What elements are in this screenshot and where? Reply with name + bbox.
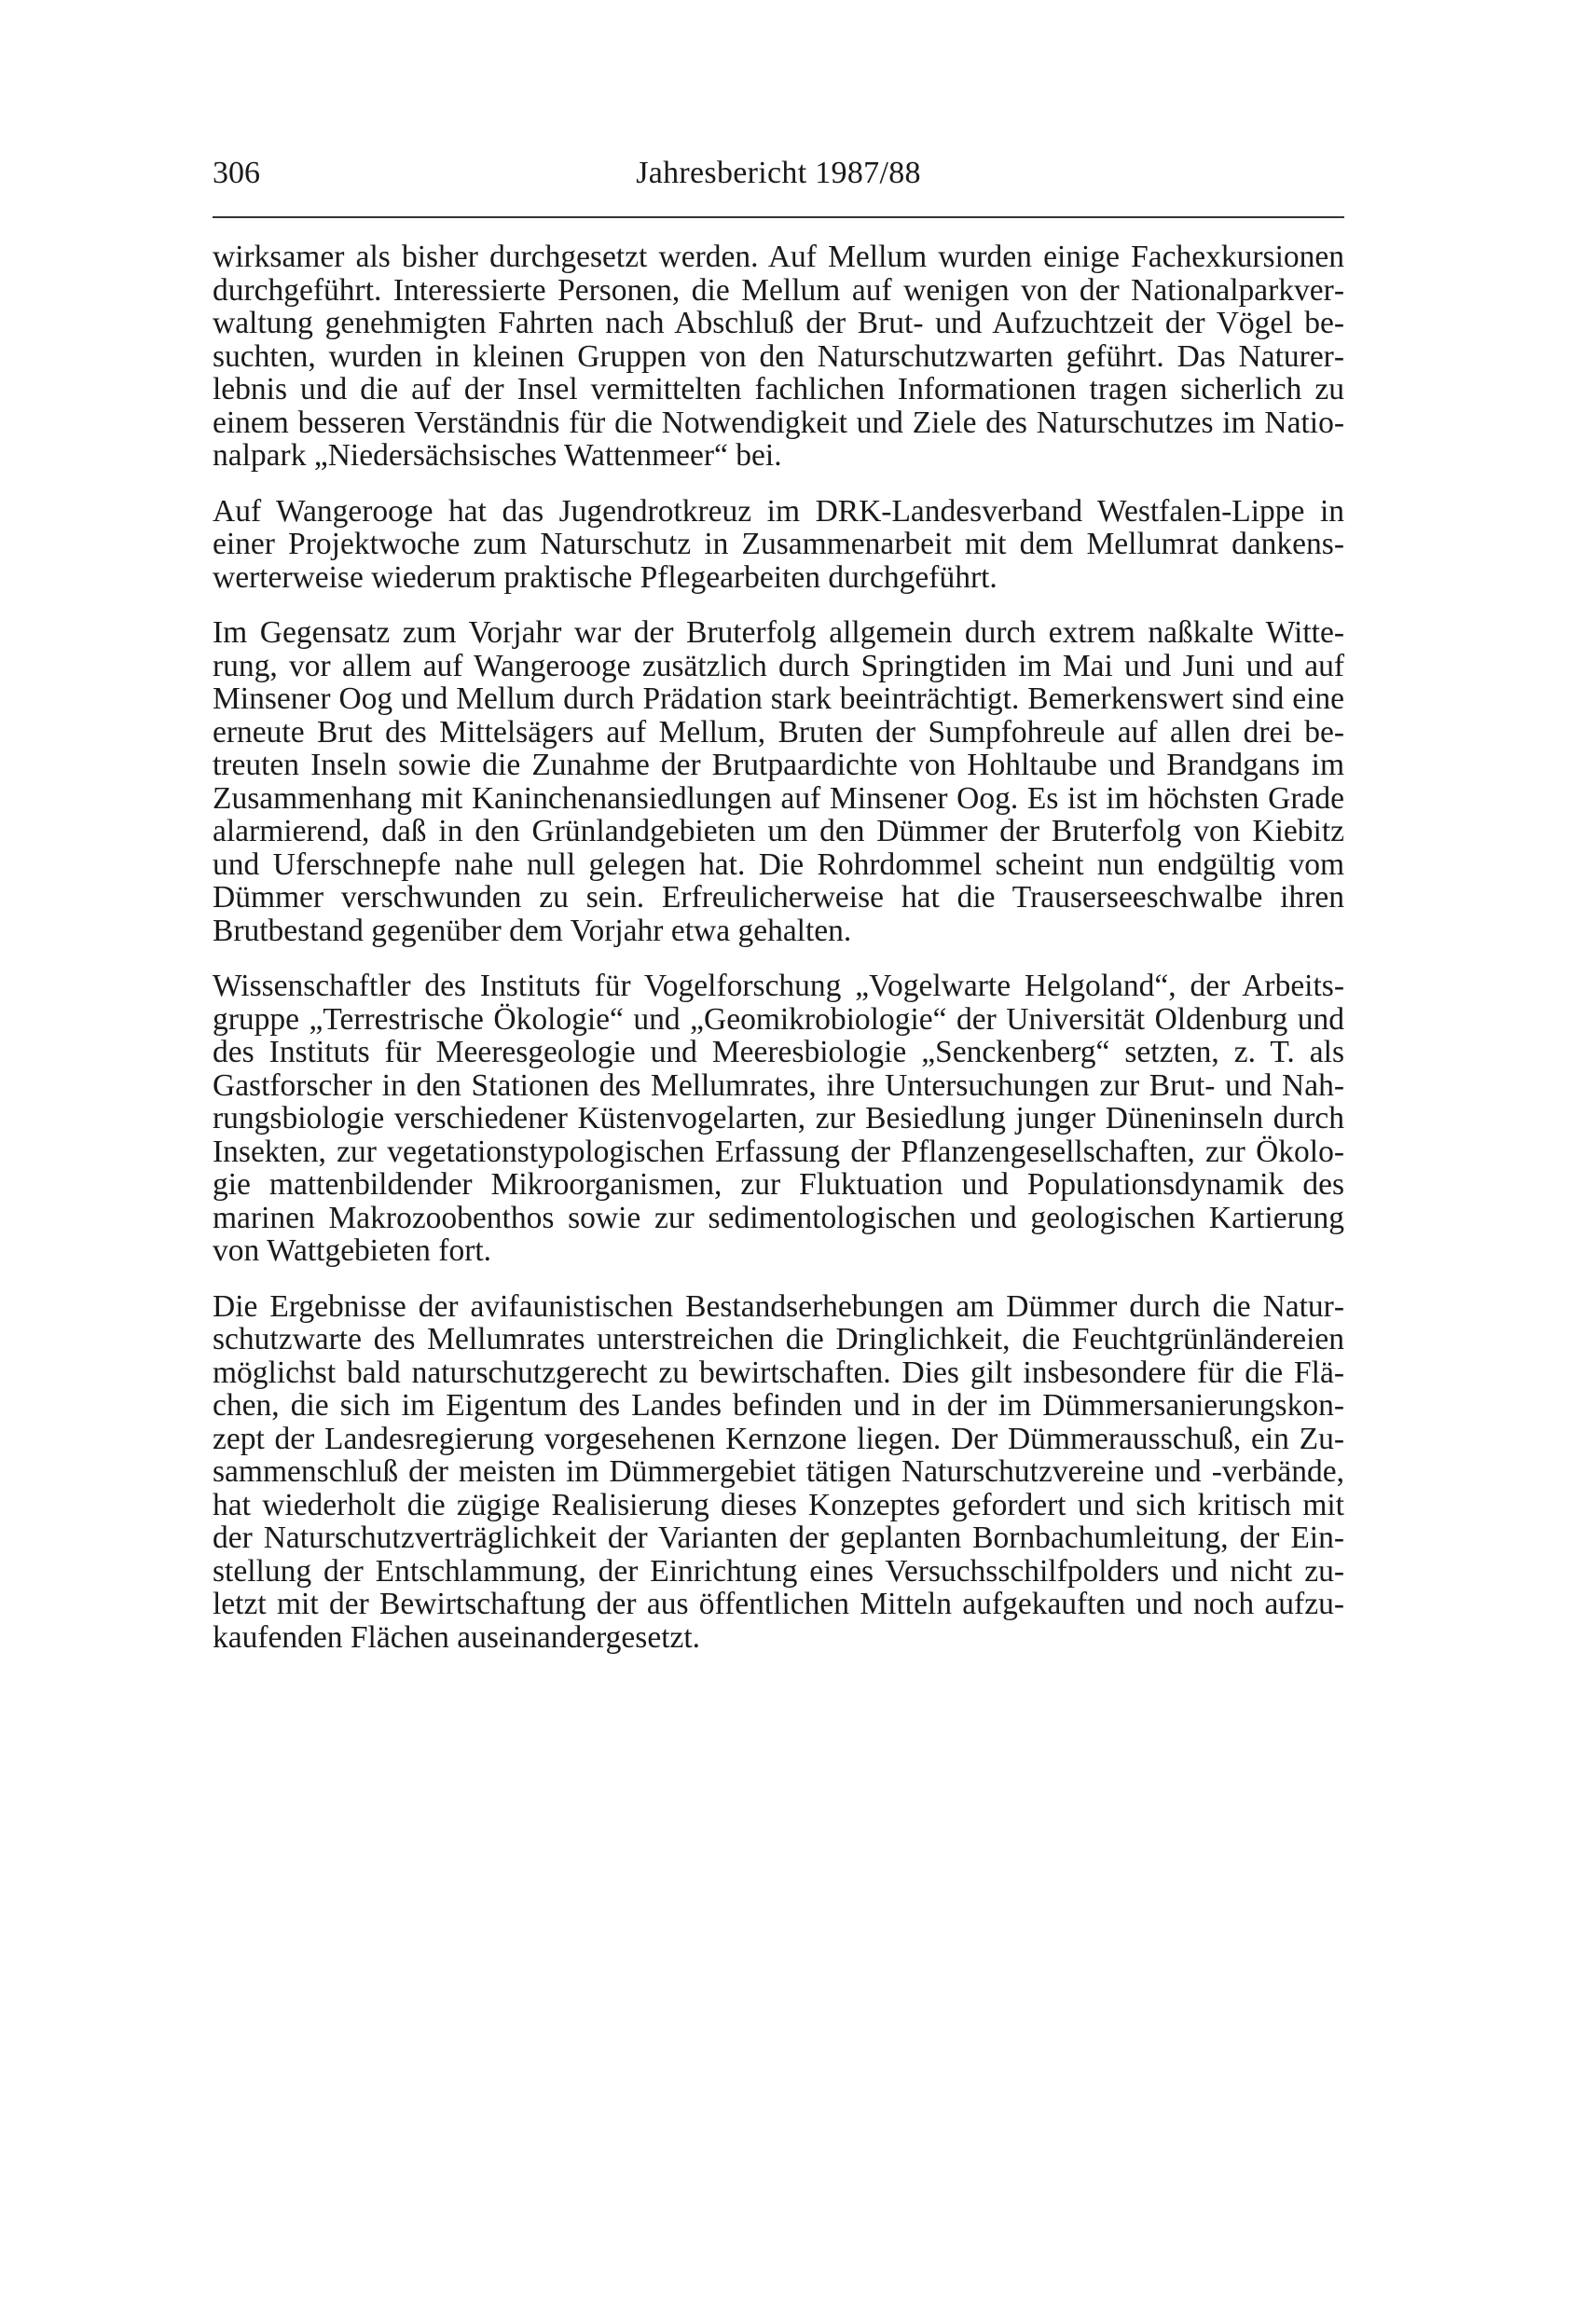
running-head xyxy=(213,155,1344,201)
body-text xyxy=(213,241,1344,1676)
paragraph-5: Die Ergebnisse der avifaunistischen Bestandserhebungen am Dümmer durch die Naturschutzwarte des Mellumrates unterstreichen die Dringlichkeit, die Feuchtgrünländereien möglichst bald naturschutzgerecht zu bewirtschaften. Dies gilt insbesondere für die Flächen, die sich im Eigentum des Landes befinden und in der im Dümmersanierungskonzept der Landesregierung vorgesehenen Kernzone liegen. Der Dümmerausschuß, ein Zusammenschluß der meisten im Dümmergebiet tätigen Naturschutzvereine und -verbände, hat wiederholt die zügige Realisierung dieses Konzeptes gefordert und sich kritisch mit der Naturschutzverträglichkeit der Varianten der geplanten Bornbachumleitung, der Einstellung der Entschlammung, der Einrichtung eines Versuchsschilfpolders und nicht zuletzt mit der Bewirtschaftung der aus öffentlichen Mitteln aufgekauften und noch aufzukaufenden Flächen auseinandergesetzt. xyxy=(213,1288,1344,1655)
running-title: Jahresbericht 1987/88 xyxy=(636,156,921,190)
paragraph-4: Wissenschaftler des Instituts für Vogelforschung „Vogelwarte Helgoland“, der Arbeitsgruppe „Terrestrische Ökologie“ und „Geomikrobiologie“ der Universität Oldenburg und des Instituts für Meeresgeologie und Meeresbiologie „Senckenberg“ setzten, z. T. als Gastforscher in den Stationen des Mellumrates, ihre Untersuchungen zur Brut- und Nahrungsbiologie verschiedener Küstenvogelarten, zur Besiedlung junger Düneninseln durch Insekten, zur vegetationstypologischen Erfassung der Pflanzengesellschaften, zur Ökologie mattenbildender Mikroorganismen, zur Fluktuation und Populationsdynamik des marinen Makrozoobenthos sowie zur sedimentologischen und geologischen Kartierung von Wattgebieten fort. xyxy=(213,969,1344,1268)
paragraph-3: Im Gegensatz zum Vorjahr war der Bruterfolg allgemein durch extrem naßkalte Witterung, vor allem auf Wangerooge zusätzlich durch Springtiden im Mai und Juni und auf Minsener Oog und Mellum durch Prädation stark beeinträchtigt. Bemerkenswert sind eine erneute Brut des Mittelsägers auf Mellum, Bruten der Sumpfohreule auf allen drei betreuten Inseln sowie die Zunahme der Brutpaardichte von Hohltaube und Brandgans im Zusammenhang mit Kaninchenansiedlungen auf Minsener Oog. Es ist im höchsten Grade alarmierend, daß in den Grünlandgebieten um den Dümmer der Bruterfolg von Kiebitz und Uferschnepfe nahe null gelegen hat. Die Rohrdommel scheint nun endgültig vom Dümmer verschwunden zu sein. Erfreulicherweise hat die Trauserseeschwalbe ihren Brutbestand gegenüber dem Vorjahr etwa gehalten. xyxy=(213,615,1344,948)
paragraph-2: Auf Wangerooge hat das Jugendrotkreuz im DRK-Landesverband Westfalen-Lippe in einer Projektwoche zum Naturschutz in Zusammenarbeit mit dem Mellumrat dankenswerterweise wiederum praktische Pflegearbeiten durchgeführt. xyxy=(213,493,1344,595)
page-number: 306 xyxy=(213,156,260,190)
header-rule xyxy=(213,216,1344,218)
paragraph-1: wirksamer als bisher durchgesetzt werden. Auf Mellum wurden einige Fachexkursionen durchgeführt. Interessierte Personen, die Mellum auf wenigen von der Nationalparkverwaltung genehmigten Fahrten nach Abschluß der Brut- und Aufzuchtzeit der Vögel besuchten, wurden in kleinen Gruppen von den Naturschutzwarten geführt. Das Naturerlebnis und die auf der Insel vermittelten fachlichen Informationen tragen sicherlich zu einem besseren Verständnis für die Notwendigkeit und Ziele des Naturschutzes im Nationalpark „Niedersächsisches Wattenmeer“ bei. xyxy=(213,240,1344,473)
